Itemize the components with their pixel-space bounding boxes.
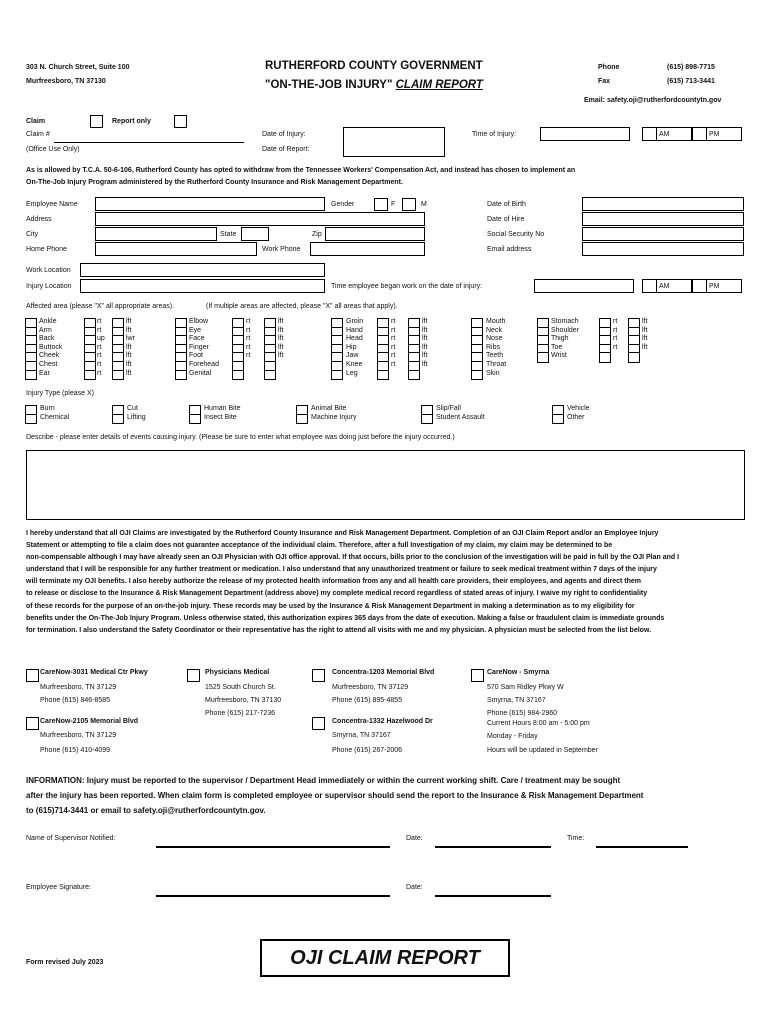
- provider-3-line2: Phone (615) 895-4855: [332, 697, 403, 704]
- zip-label: Zip: [312, 231, 322, 238]
- email-label: Email address: [487, 246, 532, 253]
- provider-4-line4: Current Hours 8:00 am - 5:00 pm: [487, 720, 590, 727]
- col2-side-b: lft lft lft lft lft: [278, 318, 284, 360]
- am-checkbox[interactable]: [642, 127, 657, 141]
- provider-2-name: Physicians Medical: [205, 669, 270, 676]
- zip-input[interactable]: [325, 227, 425, 241]
- employee-date-line[interactable]: [435, 895, 551, 897]
- provider-3-line1: Murfreesboro, TN 37129: [332, 684, 409, 691]
- dob-label: Date of Birth: [487, 201, 526, 208]
- col5-side-b: lft lft lft lft: [642, 318, 648, 351]
- began-pm-label: PM: [709, 283, 720, 290]
- provider-3-name: Concentra-1203 Memorial Blvd: [332, 669, 435, 676]
- affected-heading: Affected area (please "X" all appropriate areas).: [26, 303, 175, 310]
- provider-6-line1: Smyrna, TN 37167: [332, 732, 391, 739]
- doh-label: Date of Hire: [487, 216, 525, 223]
- provider-6-name: Concentra-1332 Hazelwood Dr: [332, 718, 433, 725]
- info-line-3: to (615)714-3441 or email to safety.oji@rutherfordcountytn.gov.: [26, 806, 266, 815]
- col3-side-a: rt rt rt rt rt rt: [391, 318, 396, 368]
- address-label: Address: [26, 216, 52, 223]
- employee-name-input[interactable]: [95, 197, 325, 211]
- injury-type-3-checkboxes[interactable]: [189, 405, 201, 424]
- injury-type-5-checkboxes[interactable]: [421, 405, 433, 424]
- col5-side-a-checkboxes[interactable]: [599, 318, 611, 363]
- supervisor-date-line[interactable]: [435, 846, 551, 848]
- work-location-input[interactable]: [80, 263, 325, 277]
- office-address-line2: Murfreesboro, TN 37130: [26, 78, 106, 85]
- supervisor-line[interactable]: [156, 846, 390, 848]
- time-of-injury-input[interactable]: [540, 127, 630, 141]
- provider-4-line6: Hours will be updated in September: [487, 747, 598, 754]
- injury-type-4: Animal Bite Machine Injury: [311, 405, 357, 421]
- provider-5-name: CareNow-2105 Memorial Blvd: [40, 718, 139, 725]
- injury-type-6: Vehicle Other: [567, 405, 590, 421]
- fax-label: Fax: [598, 78, 611, 85]
- address-input[interactable]: [95, 212, 425, 226]
- provider-4-line3: Phone (615) 984-2960: [487, 710, 558, 717]
- claim-number-line[interactable]: [54, 142, 244, 143]
- col2-checkboxes[interactable]: [175, 318, 187, 380]
- provider-5-checkbox[interactable]: [26, 717, 39, 730]
- injury-type-6-checkboxes[interactable]: [552, 405, 564, 424]
- col2-side-b-checkboxes[interactable]: [264, 318, 276, 380]
- provider-1-name: CareNow-3031 Medical Ctr Pkwy: [40, 669, 148, 676]
- injury-location-label: Injury Location: [26, 283, 72, 290]
- home-phone-input[interactable]: [95, 242, 257, 256]
- page-title: RUTHERFORD COUNTY GOVERNMENT: [265, 60, 483, 72]
- city-input[interactable]: [95, 227, 217, 241]
- date-of-report-label: Date of Report:: [262, 146, 310, 153]
- describe-label: Describe - please enter details of events causing injury. (Please be sure to enter what employee was doing just before the injury occurred.): [26, 434, 455, 441]
- injury-location-input[interactable]: [80, 279, 325, 293]
- col3-parts: Groin Hand Head Hip Jaw Knee Leg: [346, 318, 364, 377]
- col1-parts: Ankle Arm Back Buttock Cheek Chest Ear: [39, 318, 63, 377]
- subtitle-plain: "ON-THE-JOB INJURY": [265, 79, 393, 91]
- ssn-label: Social Security No: [487, 231, 545, 238]
- time-began-input[interactable]: [534, 279, 634, 293]
- col3-side-b: lft lft lft lft lft lft: [422, 318, 428, 368]
- provider-2-line1: 1525 South Church St.: [205, 684, 276, 691]
- doh-input[interactable]: [582, 212, 744, 226]
- date-of-injury-label: Date of Injury:: [262, 131, 306, 138]
- col5-checkboxes[interactable]: [537, 318, 549, 363]
- describe-textarea[interactable]: [26, 450, 745, 520]
- injury-type-heading: Injury Type (please X): [26, 390, 94, 397]
- provider-3-checkbox[interactable]: [312, 669, 325, 682]
- stamp-text: OJI CLAIM REPORT: [290, 947, 480, 969]
- col2-parts: Elbow Eye Face Finger Foot Forehead Genital: [189, 318, 219, 377]
- time-label: Time:: [567, 835, 585, 842]
- phone-label: Phone: [598, 64, 620, 71]
- city-label: City: [26, 231, 39, 238]
- supervisor-date-label: Date:: [406, 835, 423, 842]
- employee-signature-label: Employee Signature:: [26, 884, 91, 891]
- provider-6-checkbox[interactable]: [312, 717, 325, 730]
- col1-side-a-checkboxes[interactable]: [84, 318, 96, 380]
- state-label: State: [220, 231, 237, 238]
- provider-1-line1: Murfreesboro, TN 37129: [40, 684, 117, 691]
- col1-side-b: lft lft lwr lft lft lft lft: [126, 318, 135, 377]
- col4-parts: Mouth Neck Nose Ribs Teeth Throat Skin: [486, 318, 507, 377]
- office-address-line1: 303 N. Church Street, Suite 100: [26, 64, 130, 71]
- info-line-2: after the injury has been reported. When claim form is completed employee or supervisor should send the report to the Insurance & Risk Management Department: [26, 791, 644, 800]
- report-only-checkbox[interactable]: [174, 115, 187, 128]
- am-label: AM: [659, 131, 670, 138]
- work-location-label: Work Location: [26, 267, 71, 274]
- claim-checkbox[interactable]: [90, 115, 103, 128]
- injury-type-4-checkboxes[interactable]: [296, 405, 308, 424]
- provider-5-line2: Phone (615) 410-4099: [40, 747, 111, 754]
- oji-claim-report-stamp: [260, 939, 510, 977]
- fax-number: (615) 713-3441: [667, 78, 715, 85]
- provider-4-name: CareNow - Smyrna: [487, 669, 550, 676]
- page-subtitle: [265, 79, 483, 93]
- provider-5-line1: Murfreesboro, TN 37129: [40, 732, 117, 739]
- email-input[interactable]: [582, 242, 744, 256]
- injury-type-2: Cut Lifting: [127, 405, 146, 421]
- report-only-label: Report only: [112, 118, 151, 125]
- provider-4-checkbox[interactable]: [471, 669, 484, 682]
- state-input[interactable]: [241, 227, 269, 241]
- office-use-label: (Office Use Only): [26, 146, 80, 153]
- injury-type-1: Burn Chemical: [40, 405, 70, 421]
- contact-email: Email: safety.oji@rutherfordcountytn.gov: [584, 97, 722, 104]
- time-line[interactable]: [596, 846, 688, 848]
- date-input-box[interactable]: [343, 127, 445, 157]
- intro-line-2: On-The-Job Injury Program administered by the Rutherford County Insurance and Risk Management Department.: [26, 179, 403, 186]
- provider-2-checkbox[interactable]: [187, 669, 200, 682]
- provider-2-line2: Murfreesboro, TN 37130: [205, 697, 282, 704]
- col3-checkboxes[interactable]: [331, 318, 343, 380]
- gender-f-label: F: [391, 201, 396, 208]
- began-am-label: AM: [659, 283, 670, 290]
- injury-type-2-checkboxes[interactable]: [112, 405, 124, 424]
- provider-4-line1: 570 Sam Ridley Pkwy W: [487, 684, 564, 691]
- gender-m-label: M: [421, 201, 427, 208]
- ssn-input[interactable]: [582, 227, 744, 241]
- col3-side-a-checkboxes[interactable]: [377, 318, 389, 380]
- dob-input[interactable]: [582, 197, 744, 211]
- subtitle-claim-report: CLAIM REPORT: [395, 79, 483, 91]
- intro-line-1: As is allowed by T.C.A. 50-6-106, Rutherford County has opted to withdraw from the Tennessee Workers' Compensation Act, and instead has chosen to implement an: [26, 167, 576, 174]
- injury-type-1-checkboxes[interactable]: [25, 405, 37, 424]
- provider-2-line3: Phone (615) 217-7236: [205, 710, 276, 717]
- col5-parts: Stomach Shoulder Thigh Toe Wrist: [551, 318, 580, 360]
- time-began-label: Time employee began work on the date of injury:: [331, 283, 483, 290]
- col1-side-a: rt rt up rt rt rt rt: [97, 318, 105, 377]
- col2-side-a-checkboxes[interactable]: [232, 318, 244, 380]
- work-phone-label: Work Phone: [262, 246, 301, 253]
- col5-side-b-checkboxes[interactable]: [628, 318, 640, 363]
- employee-signature-line[interactable]: [156, 895, 390, 897]
- col1-checkboxes[interactable]: [25, 318, 37, 380]
- began-pm-checkbox[interactable]: [692, 279, 707, 293]
- provider-6-line2: Phone (615) 267-2006: [332, 747, 403, 754]
- gender-f-checkbox[interactable]: [374, 198, 388, 211]
- phone-number: (615) 898-7715: [667, 64, 715, 71]
- provider-4-line2: Smyrna, TN 37167: [487, 697, 546, 704]
- employee-date-label: Date:: [406, 884, 423, 891]
- col4-checkboxes[interactable]: [471, 318, 483, 380]
- col1-side-b-checkboxes[interactable]: [112, 318, 124, 380]
- began-am-checkbox[interactable]: [642, 279, 657, 293]
- col2-side-a: rt rt rt rt rt: [246, 318, 251, 360]
- form-revised: Form revised July 2023: [26, 959, 104, 966]
- injury-type-3: Human Bite Insect Bite: [204, 405, 241, 421]
- affected-note: (If multiple areas are affected, please "X" all areas that apply).: [206, 303, 398, 310]
- provider-4-line5: Monday - Friday: [487, 733, 538, 740]
- gender-label: Gender: [331, 201, 355, 208]
- supervisor-label: Name of Supervisor Notified:: [26, 835, 116, 842]
- claim-number-label: Claim #: [26, 131, 50, 138]
- injury-type-5: Slip/Fall Student Assault: [436, 405, 485, 421]
- claim-label: Claim: [26, 118, 46, 125]
- pm-label: PM: [709, 131, 720, 138]
- time-of-injury-label: Time of Injury:: [472, 131, 517, 138]
- legal-statement: I hereby understand that all OJI Claims are investigated by the Rutherford County Insurance and Risk Management Department. Completion of an OJI Claim Report and/or an Employee Injury Statement or attempting to file a claim does not guarantee acceptance of the individual claim. Therefore, after a full Investigation of my claim, my claim may be determined to be non-compensable although I may have already seen an OJI Physician with OJI office approval. If that occurs, bills prior to the conclusion of the investigation will be paid in full by the OJI Plan and I understand that I will be responsible for any further treatment or medication. I also understand that any unauthorized treatment or failure to seek medical treatment within 7 days of the injury will terminate my OJI benefits. I also hereby authorize the release of my protected health information from any and all health care providers, their employees, and agents and direct them to release or disclose to the Insurance & Risk Management Department (address above) my complete medical record regardless of stated areas of injury. I waive my right to confidentiality of these records for the purpose of an on-the-job injury. These records may be used by the Insurance & Risk Management Department in making a determination as to my eligibility for benefits under the On-The-Job Injury Program. Unless otherwise stated, this authorization expires 365 days from the date of execution. Making a false or fraudulent claim is immediate grounds for termination. I also understand the Safety Coordinator or their representative has the right to attend all visits with me and my physician. A physician must be selected from the list below.: [26, 530, 680, 634]
- info-line-1: INFORMATION: Injury must be reported to the supervisor / Department Head immediately or within the current working shift. Care / treatment may be sought: [26, 776, 621, 785]
- col3-side-b-checkboxes[interactable]: [408, 318, 420, 380]
- gender-m-checkbox[interactable]: [402, 198, 416, 211]
- col5-side-a: rt rt rt rt: [613, 318, 618, 351]
- pm-checkbox[interactable]: [692, 127, 707, 141]
- home-phone-label: Home Phone: [26, 246, 67, 253]
- work-phone-input[interactable]: [310, 242, 425, 256]
- provider-1-line2: Phone (615) 846-8585: [40, 697, 111, 704]
- provider-1-checkbox[interactable]: [26, 669, 39, 682]
- employee-name-label: Employee Name: [26, 201, 78, 208]
